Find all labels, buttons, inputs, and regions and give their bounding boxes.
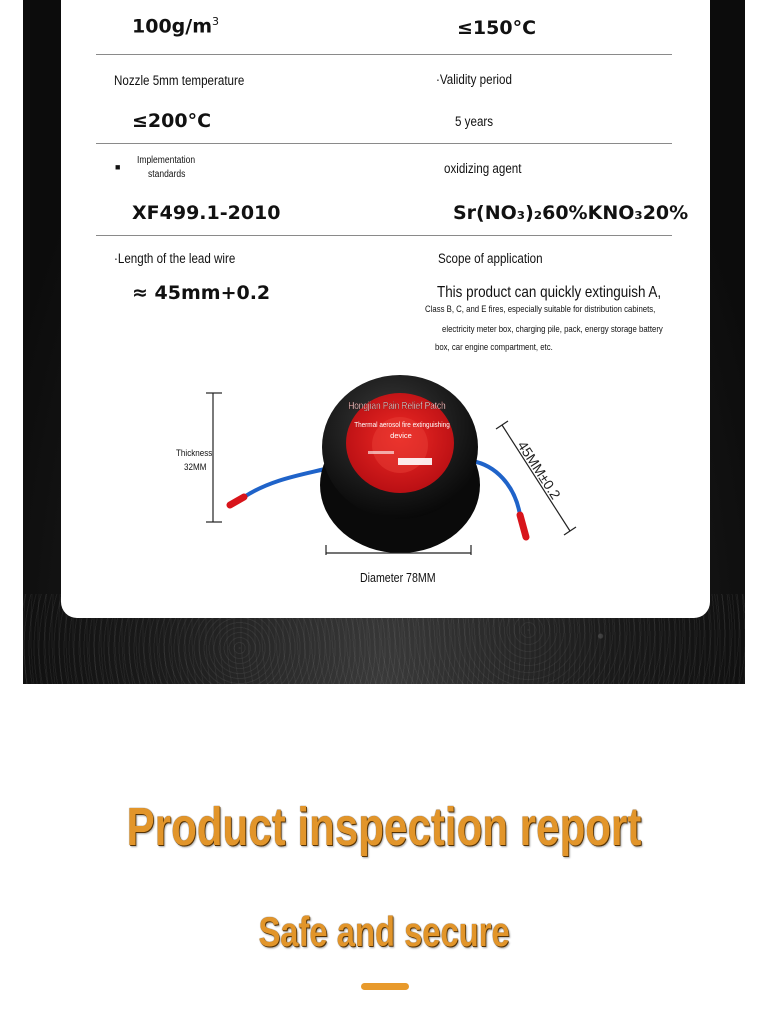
- divider: [96, 235, 672, 236]
- scope-line-1: This product can quickly extinguish A,: [437, 284, 662, 301]
- implementation-standards-label-line2: standards: [148, 169, 186, 180]
- oxidizing-agent-value: Sr(NO₃)₂60%KNO₃20%: [453, 202, 689, 224]
- thickness-label: Thickness: [176, 448, 213, 459]
- inspection-report-title: Product inspection report: [126, 797, 642, 857]
- device-label-box: [398, 458, 432, 465]
- scope-of-application-label: Scope of application: [438, 251, 543, 266]
- lead-wire-length-value: ≈ 45mm+0.2: [132, 282, 271, 304]
- divider: [96, 54, 672, 55]
- diameter-label: Diameter 78MM: [360, 571, 436, 585]
- max-temperature-value: ≤150°C: [457, 17, 537, 39]
- accent-bar: [361, 983, 409, 990]
- lead-wire-length-label: ·Length of the lead wire: [114, 251, 236, 266]
- validity-period-value: 5 years: [455, 114, 494, 129]
- device-brand-text: Hongjian Pain Relief Patch: [348, 400, 446, 412]
- scope-line-4: box, car engine compartment, etc.: [435, 342, 553, 353]
- density-value: $100g/m^3$: [132, 15, 219, 38]
- device-name-line2: device: [390, 431, 412, 440]
- oxidizing-agent-label: oxidizing agent: [444, 161, 522, 176]
- safe-secure-subtitle: Safe and secure: [258, 908, 510, 955]
- thickness-value: 32MM: [184, 462, 207, 473]
- left-wire-tip: [230, 497, 244, 505]
- nozzle-temperature-value: ≤200°C: [132, 110, 212, 132]
- left-lead-wire: [244, 469, 325, 497]
- standard-value: XF499.1-2010: [132, 202, 281, 224]
- implementation-standards-label-line1: Implementation: [137, 155, 196, 166]
- divider: [96, 143, 672, 144]
- fire-extinguishing-device-illustration: [160, 365, 600, 555]
- nozzle-temperature-label: Nozzle 5mm temperature: [114, 73, 245, 88]
- wire-length-label: 45MM±0.2: [514, 437, 564, 503]
- scope-line-3: electricity meter box, charging pile, pack, energy storage battery: [442, 324, 663, 335]
- bullet-icon: ■: [115, 162, 121, 172]
- right-wire-tip: [520, 515, 526, 537]
- validity-period-label: ·Validity period: [436, 72, 512, 87]
- scope-line-2: Class B, C, and E fires, especially suitable for distribution cabinets,: [425, 304, 656, 315]
- device-name-line1: Thermal aerosol fire extinguishing: [354, 421, 450, 430]
